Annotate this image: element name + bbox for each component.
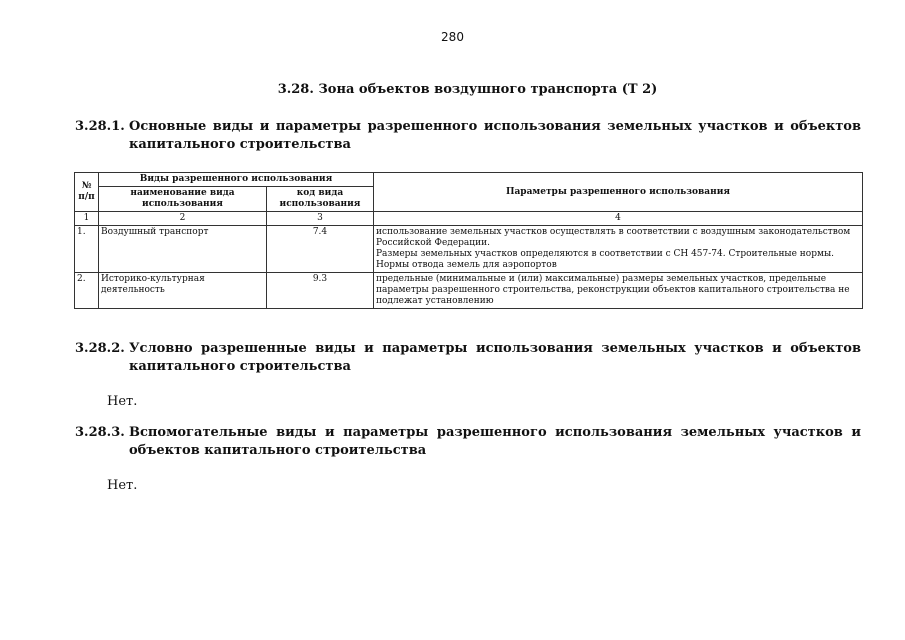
row-number: 2. <box>75 273 99 309</box>
page-number: 280 <box>441 30 464 44</box>
header-row-number: № п/п <box>75 173 99 212</box>
parameters-paragraph: Размеры земельных участков определяются в соответствии с СН 457-74. Строительные нормы. Нормы отвода земель для аэропортов <box>376 249 834 270</box>
subsection-3-28-1-heading <box>75 118 861 154</box>
section-title: 3.28. Зона объектов воздушного транспорта (Т 2) <box>277 82 658 97</box>
subsection-body: Нет. <box>107 478 138 493</box>
subsection-title: Вспомогательные виды и параметры разрешенного использования земельных участков и объектов капитального строительства <box>129 425 861 458</box>
subsection-3-28-2-heading <box>75 340 861 376</box>
use-name: Историко-культурная деятельность <box>99 273 267 309</box>
header-use-name: наименование вида использования <box>99 187 267 212</box>
column-index: 2 <box>99 212 267 226</box>
column-index: 3 <box>267 212 374 226</box>
subsection-title: Условно разрешенные виды и параметры использования земельных участков и объектов капитального строительства <box>129 341 861 374</box>
parameters-paragraph: предельные (минимальные и (или) максимальные) размеры земельных участков, предельные параметры разрешенного строительства, реконструкции объектов капитального строительства не подлежат установлению <box>376 274 850 306</box>
use-code: 9.3 <box>267 273 374 309</box>
header-types-group: Виды разрешенного использования <box>99 173 374 187</box>
subsection-number: 3.28.1. <box>75 119 125 134</box>
parameters-paragraph: использование земельных участков осуществлять в соответствии с воздушным законодательством Российской Федерации. <box>376 227 851 248</box>
subsection-number: 3.28.2. <box>75 341 125 356</box>
subsection-number: 3.28.3. <box>75 425 125 440</box>
subsection-body: Нет. <box>107 394 138 409</box>
column-index: 1 <box>75 212 99 226</box>
subsection-title: Основные виды и параметры разрешенного использования земельных участков и объектов капитального строительства <box>129 119 861 152</box>
use-parameters <box>374 226 863 273</box>
use-parameters <box>374 273 863 309</box>
header-use-code: код вида использования <box>267 187 374 212</box>
column-index: 4 <box>374 212 863 226</box>
use-name: Воздушный транспорт <box>99 226 267 273</box>
table-row <box>75 226 863 273</box>
table-row <box>75 273 863 309</box>
use-code: 7.4 <box>267 226 374 273</box>
subsection-3-28-3-heading <box>75 424 861 460</box>
header-parameters: Параметры разрешенного использования <box>374 173 863 212</box>
column-index-row <box>75 212 863 226</box>
parameters-table <box>74 172 863 309</box>
row-number: 1. <box>75 226 99 273</box>
